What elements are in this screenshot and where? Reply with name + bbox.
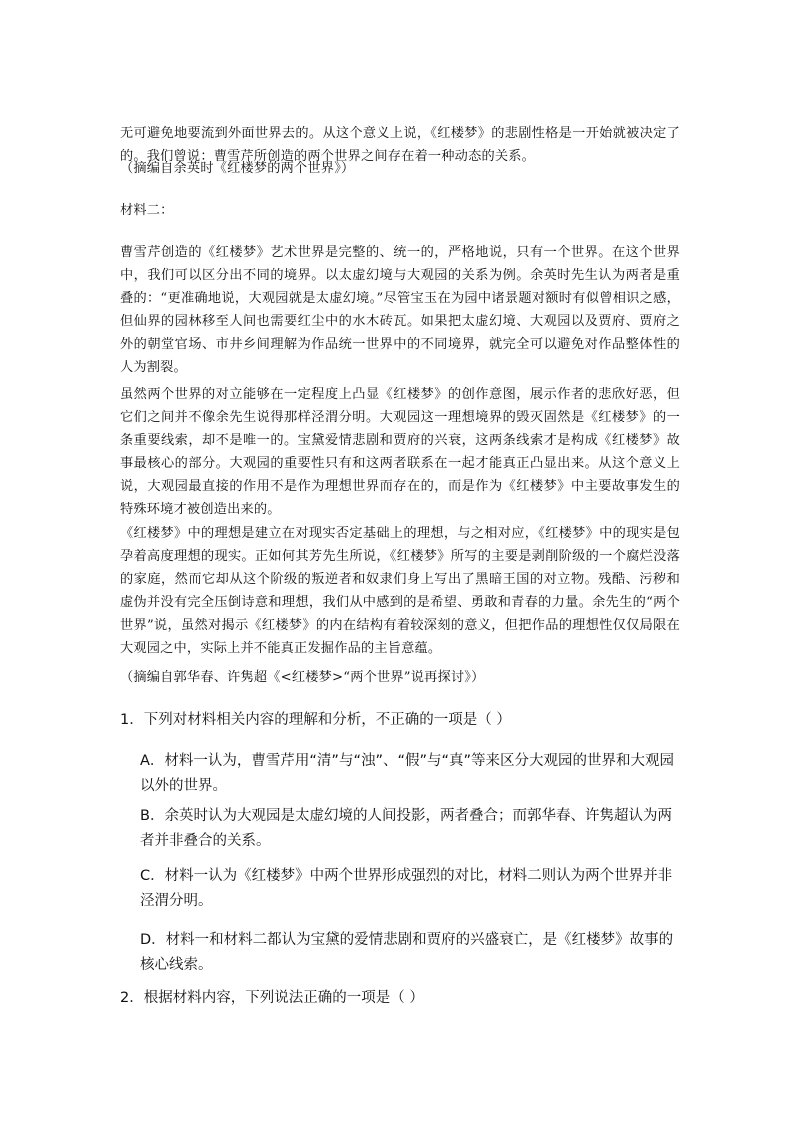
- material-2-heading: 材料二：: [120, 203, 174, 218]
- passage-paragraph-1: 曹雪芹创造的《红楼梦》艺术世界是完整的、统一的，严格地说，只有一个世界。在这个世界中，我们可以区分出不同的境界。以太虚幻境与大观园的关系为例。余英时先生认为两者是重叠的：“更准确地说，大观园就是太虚幻境。”尽管宝玉在为园中诸景题对额时有似曾相识之感，但仙界的园林移至人间也需要红尘中的水木砖瓦。如果把太虚幻境、大观园以及贾府、贾府之外的朝堂官场、市井乡间理解为作品统一世界中的不同境界，就完全可以避免对作品整体性的人为割裂。: [120, 245, 680, 375]
- passage-paragraph-continuation: 无可避免地要流到外面世界去的。从这个意义上说，《红楼梦》的悲剧性格是一开始就被决定了的。我们曾说：曹雪芹所创造的两个世界之间存在着一种动态的关系。: [120, 126, 680, 164]
- question-1-option-a: A．材料一认为，曹雪芹用“清”与“浊”、“假”与“真”等来区分大观园的世界和大观园以外的世界。: [140, 753, 675, 794]
- question-1-option-b: B．余英时认为大观园是太虚幻境的人间投影，两者叠合；而郭华春、许隽超认为两者并非叠合的关系。: [140, 808, 672, 849]
- question-1-option-d: D．材料一和材料二都认为宝黛的爱情悲剧和贾府的兴盛衰亡，是《红楼梦》故事的核心线索。: [140, 932, 674, 973]
- passage-paragraph-3: 《红楼梦》中的理想是建立在对现实否定基础上的理想，与之相对应，《红楼梦》中的现实是包孕着高度理想的现实。正如何其芳先生所说，《红楼梦》所写的主要是剥削阶级的一个腐烂没落的家庭，然而它却从这个阶级的叛逆者和奴隶们身上写出了黑暗王国的对立物。残酷、污秽和虚伪并没有完全压倒诗意和理想，我们从中感到的是希望、勇敢和青春的力量。余先生的“两个世界”说，虽然对揭示《红楼梦》的内在结构有着较深刻的意义，但把作品的理想性仅仅局限在大观园之中，实际上并不能真正发掘作品的主旨意蕴。: [120, 526, 680, 656]
- source-citation-material-1: （摘编自余英时《红楼梦的两个世界》）: [120, 161, 355, 176]
- passage-paragraph-2: 虽然两个世界的对立能够在一定程度上凸显《红楼梦》的创作意图，展示作者的悲欣好恶，但它们之间并不像余先生说得那样泾渭分明。大观园这一理想境界的毁灭固然是《红楼梦》的一条重要线索，却不是唯一的。宝黛爱情悲剧和贾府的兴衰，这两条线索才是构成《红楼梦》故事最核心的部分。大观园的重要性只有和这两者联系在一起才能真正凸显出来。从这个意义上说，大观园最直接的作用不是作为理想世界而存在的，而是作为《红楼梦》中主要故事发生的特殊环境才被创造出来的。: [120, 387, 680, 517]
- source-citation-material-2: （摘编自郭华春、许隽超《<红楼梦>“两个世界”说再探讨》）: [120, 670, 485, 685]
- question-1-option-c: C．材料一认为《红楼梦》中两个世界形成强烈的对比，材料二则认为两个世界并非泾渭分明。: [140, 868, 673, 909]
- question-2-stem: 2．根据材料内容，下列说法正确的一项是（ ）: [120, 990, 424, 1006]
- question-1-stem: 1．下列对材料相关内容的理解和分析，不正确的一项是（ ）: [120, 712, 511, 728]
